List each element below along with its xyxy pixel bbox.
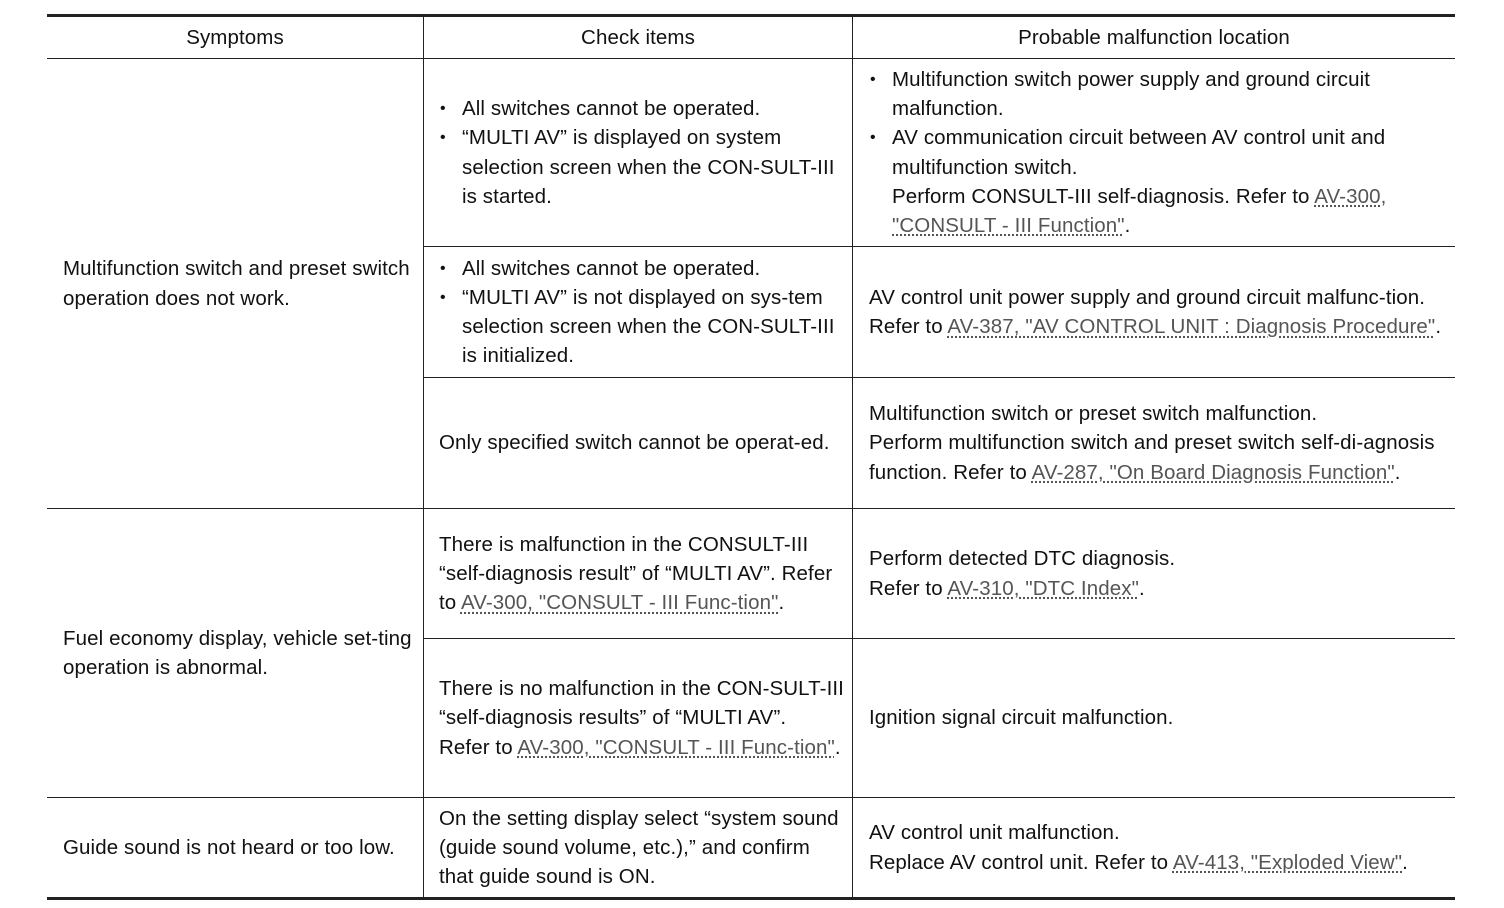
location-cell [869, 509, 1454, 638]
header-symptoms-label: Symptoms [186, 25, 284, 49]
check-items-body: There is malfunction in the CONSULT-III “self-diagnosis result” of “MULTI AV”. Refer to [439, 532, 833, 615]
list-item: • “MULTI AV” is displayed on system selection screen when the CON-SULT-III is started. [439, 123, 849, 211]
header-check-items-label: Check items [581, 25, 695, 49]
check-items-text: Only specified switch cannot be operat-ed. [439, 431, 830, 455]
location-line: Perform detected DTC diagnosis. [869, 547, 1176, 571]
location-note [869, 182, 1454, 240]
symptom-cell [63, 59, 413, 508]
location-note [869, 848, 1454, 877]
header-location [853, 17, 1455, 58]
location-text [869, 283, 1454, 341]
location-note [869, 428, 1454, 486]
location-cell [869, 378, 1454, 508]
table-bottom-border [47, 897, 1455, 900]
symptom-text: Multifunction switch and preset switch operation does not work. [63, 257, 410, 310]
header-location-label: Probable malfunction location [1018, 25, 1290, 49]
symptom-cell [63, 509, 413, 797]
location-cell [869, 639, 1454, 797]
location-note-text: Refer to [869, 576, 943, 600]
location-note-text: Replace AV control unit. Refer to [869, 850, 1169, 874]
check-items-cell [439, 509, 849, 638]
location-line: Multifunction switch or preset switch malfunction. [869, 402, 1318, 426]
period: . [1435, 315, 1442, 338]
reference-link[interactable]: AV-300, "CONSULT - III Func-tion" [517, 735, 835, 759]
list-item: • All switches cannot be operated. [439, 254, 849, 283]
symptom-text: Fuel economy display, vehicle set-ting operation is abnormal. [63, 626, 412, 679]
symptom-cell [63, 798, 413, 897]
reference-link[interactable]: AV-413, "Exploded View" [1172, 850, 1403, 874]
column-divider [423, 14, 424, 898]
location-text-body: AV control unit power supply and ground circuit malfunc-tion. Refer to [869, 285, 1426, 338]
reference-link[interactable]: AV-287, "On Board Diagnosis Function" [1031, 460, 1395, 484]
list-item: • All switches cannot be operated. [439, 94, 849, 123]
reference-link[interactable]: AV-310, "DTC Index" [947, 576, 1139, 600]
check-items-note-text: Refer to [439, 735, 513, 759]
location-text: Ignition signal circuit malfunction. [869, 706, 1174, 730]
period: . [778, 591, 785, 615]
list-item: • Multifunction switch power supply and ground circuit malfunction. [869, 65, 1454, 123]
reference-link[interactable]: AV-300, "CONSULT - III Func-tion" [460, 591, 779, 615]
check-items-text [439, 530, 849, 618]
reference-link[interactable]: AV-300, "CONSULT - III Function" [892, 184, 1387, 237]
column-divider [852, 14, 853, 898]
check-items-cell [439, 639, 849, 797]
location-cell [869, 59, 1454, 246]
location-cell [869, 798, 1454, 897]
location-line: AV control unit malfunction. [869, 821, 1120, 845]
check-items-cell [439, 247, 849, 377]
period: . [1394, 460, 1401, 484]
check-items-text: On the setting display select “system sound (guide sound volume, etc.),” and confirm that guide sound is ON. [439, 806, 839, 889]
reference-link[interactable]: AV-387, "AV CONTROL UNIT : Diagnosis Procedure" [947, 315, 1436, 338]
location-note [869, 574, 1454, 603]
check-items-cell [439, 59, 849, 246]
check-items-text: There is no malfunction in the CON-SULT-III “self-diagnosis results” of “MULTI AV”. [439, 677, 844, 730]
location-note-text: Perform multifunction switch and preset switch self-di-agnosis function. Refer to [869, 431, 1435, 484]
location-note-text: Perform CONSULT-III self-diagnosis. Refer to [892, 184, 1310, 208]
period: . [1124, 213, 1131, 237]
symptom-text: Guide sound is not heard or too low. [63, 835, 395, 859]
location-cell [869, 247, 1454, 377]
period: . [1402, 850, 1408, 874]
check-items-list [439, 94, 849, 211]
check-items-cell [439, 798, 849, 897]
list-item: • “MULTI AV” is not displayed on sys-tem selection screen when the CON-SULT-III is initialized. [439, 283, 849, 371]
diagnosis-table [47, 14, 1455, 900]
header-check-items [424, 17, 852, 58]
period: . [1138, 576, 1145, 600]
check-items-cell [439, 378, 849, 508]
check-items-list [439, 254, 849, 371]
header-symptoms [47, 17, 423, 58]
period: . [834, 735, 841, 759]
list-item: • AV communication circuit between AV control unit and multifunction switch. [869, 123, 1454, 181]
location-list [869, 65, 1454, 182]
check-items-note [439, 733, 849, 762]
